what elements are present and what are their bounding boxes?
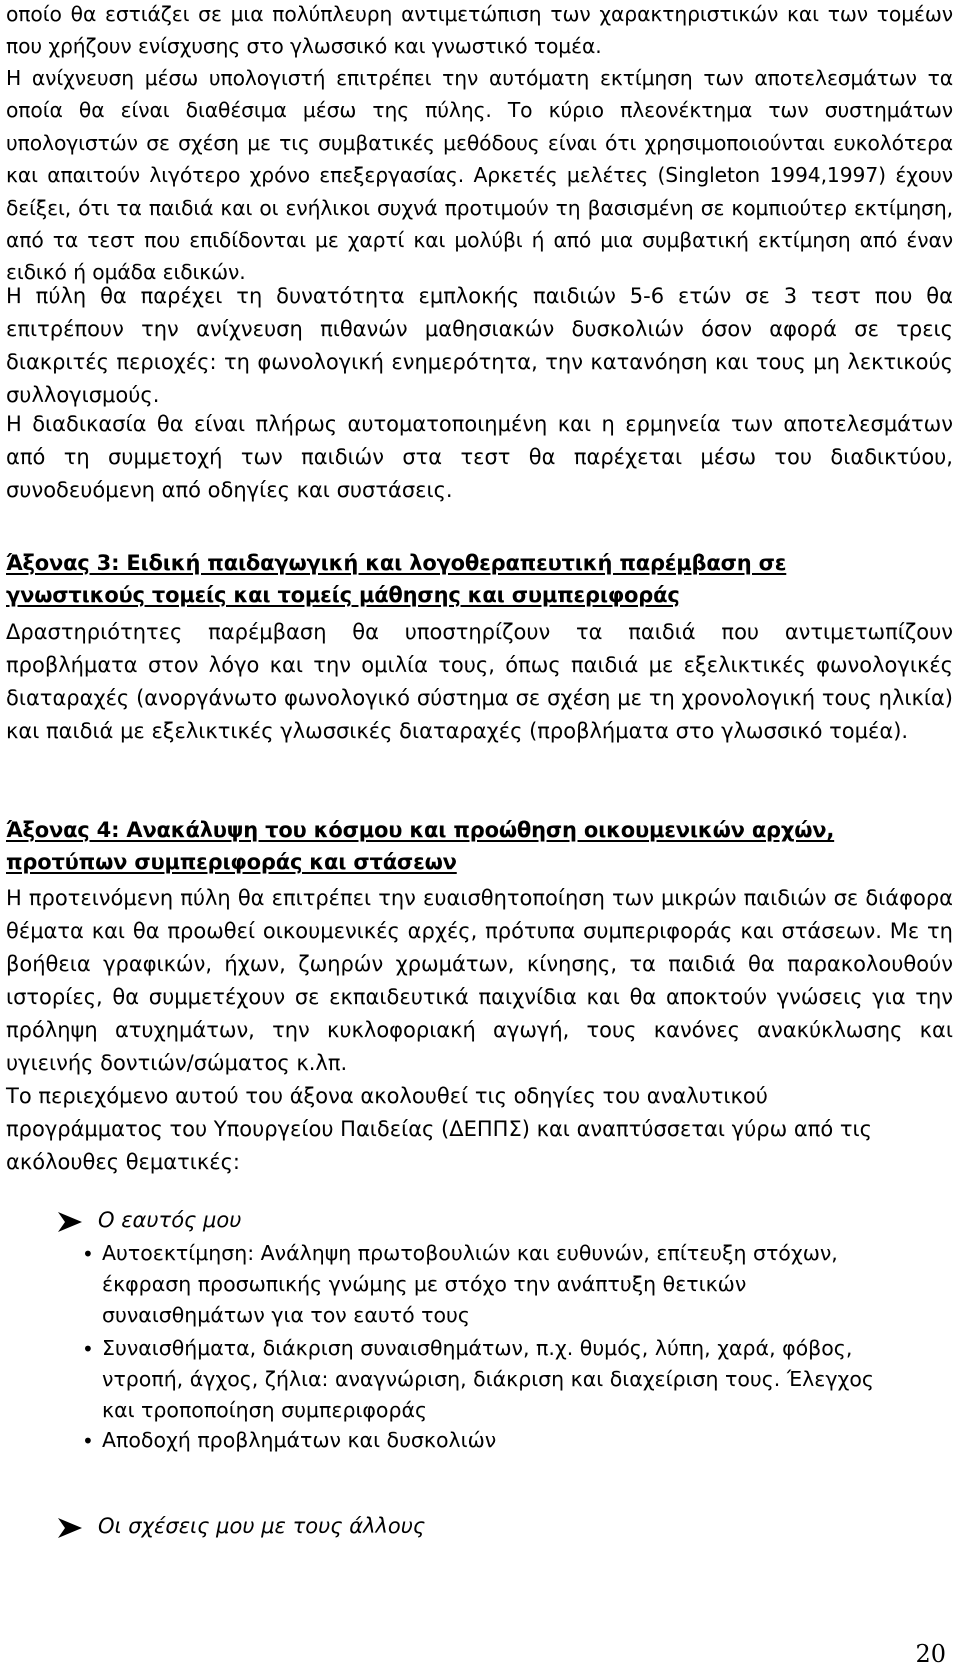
bullet-dot-icon: • (82, 1429, 94, 1453)
axis4-heading-line2: προτύπων συμπεριφοράς και στάσεων (6, 850, 457, 874)
bullet2-line2: ντροπή, άγχος, ζήλια: αναγνώριση, διάκριση και διαχείριση τους. Έλεγχος (102, 1367, 874, 1391)
bullet-dot-icon: • (82, 1337, 94, 1361)
axis4-content-line1: Το περιεχόμενο αυτού του άξονα ακολουθεί τις οδηγίες του αναλυτικού (6, 1084, 768, 1108)
arrow-bullet-icon (56, 1516, 86, 1540)
theme-self-bullet-acceptance: Αποδοχή προβλημάτων και δυσκολιών (102, 1428, 497, 1452)
axis3-heading-line1: Άξονας 3: Ειδική παιδαγωγική και λογοθεραπευτική παρέμβαση σε (6, 551, 787, 575)
theme-self-bullet-self-esteem (102, 1238, 952, 1331)
axis3-heading (6, 547, 953, 611)
page-number: 20 (915, 1640, 946, 1668)
process-paragraph: Η διαδικασία θα είναι πλήρως αυτοματοποιημένη και η ερμηνεία των αποτελεσμάτων από τη συμμετοχή των παιδιών στα τεστ θα παρέχεται μέσω του διαδικτύου, συνοδευόμενη από οδηγίες και συστάσεις. (6, 412, 953, 502)
bullet-dot-icon: • (82, 1242, 94, 1266)
arrow-bullet-icon (56, 1210, 86, 1234)
detection-paragraph: Η ανίχνευση μέσω υπολογιστή επιτρέπει την αυτόματη εκτίμηση των αποτελεσμάτων τα οποία θα είναι διαθέσιμα μέσω της πύλης. Το κύριο πλεονέκτημα των συστημάτων υπολογιστών σε σχέση με τις συμβατικές μεθόδους είναι ότι χρησιμοποιούνται ευκολότερα και απαιτούν λιγότερο χρόνο επεξεργασίας. Αρκετές μελέτες (Singleton 1994,1997) έχουν δείξει, ότι τα παιδιά και οι ενήλικοι συχνά προτιμούν τη βασισμένη σε κομπιούτερ εκτίμηση, από τα τεστ που επιδίδονται με χαρτί και μολύβι ή από μια συμβατική εκτίμηση από έναν ειδικό ή ομάδα ειδικών. (6, 66, 953, 285)
axis4-content-paragraph (6, 1080, 953, 1179)
bullet1-line2: έκφραση προσωπικής γνώμης με στόχο την ανάπτυξη θετικών (102, 1272, 747, 1296)
bullet1-line3: συναισθημάτων για τον εαυτό τους (102, 1303, 470, 1327)
axis3-heading-line2: γνωστικούς τομείς και τομείς μάθησης και συμπεριφοράς (6, 583, 680, 607)
bullet2-line3: και τροποποίηση συμπεριφοράς (102, 1398, 428, 1422)
axis4-content-line3: ακόλουθες θεματικές: (6, 1150, 240, 1174)
axis4-content-line2: προγράμματος του Υπουργείου Παιδείας (ΔΕΠΠΣ) και αναπτύσσεται γύρω από τις (6, 1117, 872, 1141)
theme-self-title: Ο εαυτός μου (98, 1208, 242, 1232)
axis4-heading (6, 814, 953, 878)
portal-paragraph: Η πύλη θα παρέχει τη δυνατότητα εμπλοκής παιδιών 5-6 ετών σε 3 τεστ που θα επιτρέπουν την ανίχνευση πιθανών μαθησιακών δυσκολιών όσον αφορά σε τρεις διακριτές περιοχές: τη φωνολογική ενημερότητα, την κατανόηση και τους μη λεκτικούς συλλογισμούς. (6, 284, 953, 407)
axis4-heading-line1: Άξονας 4: Ανακάλυψη του κόσμου και προώθηση οικουμενικών αρχών, (6, 818, 835, 842)
bullet2-line1: Συναισθήματα, διάκριση συναισθημάτων, π.χ. θυμός, λύπη, χαρά, φόβος, (102, 1336, 853, 1360)
theme-self-bullet-emotions (102, 1333, 952, 1426)
bullet1-line1: Αυτοεκτίμηση: Ανάληψη πρωτοβουλιών και ευθυνών, επίτευξη στόχων, (102, 1241, 838, 1265)
axis3-body: Δραστηριότητες παρέμβαση θα υποστηρίζουν τα παιδιά που αντιμετωπίζουν προβλήματα στον λόγο και την ομιλία τους, όπως παιδιά με εξελικτικές φωνολογικές διαταραχές (ανοργάνωτο φωνολογικό σύστημα σε σχέση με τη χρονολογική τους ηλικία) και παιδιά με εξελικτικές γλωσσικές διαταραχές (προβλήματα στο γλωσσικό τομέα). (6, 620, 953, 743)
intro-continuation: οποίο θα εστιάζει σε μια πολύπλευρη αντιμετώπιση των χαρακτηριστικών και των τομέων που χρήζουν ενίσχυσης στο γλωσσικό και γνωστικό τομέα. (6, 2, 953, 59)
theme-relations-title: Οι σχέσεις μου με τους άλλους (98, 1514, 426, 1538)
axis4-body: Η προτεινόμενη πύλη θα επιτρέπει την ευαισθητοποίηση των μικρών παιδιών σε διάφορα θέματα και θα προωθεί οικουμενικές αρχές, πρότυπα συμπεριφοράς και στάσεων. Με τη βοήθεια γραφικών, ήχων, ζωηρών χρωμάτων, κίνησης, τα παιδιά θα παρακολουθούν ιστορίες, θα συμμετέχουν σε εκπαιδευτικά παιχνίδια και θα αποκτούν γνώσεις για την πρόληψη ατυχημάτων, την κυκλοφοριακή αγωγή, τους κανόνες ανακύκλωσης και υγιεινής δοντιών/σώματος κ.λπ. (6, 886, 953, 1075)
